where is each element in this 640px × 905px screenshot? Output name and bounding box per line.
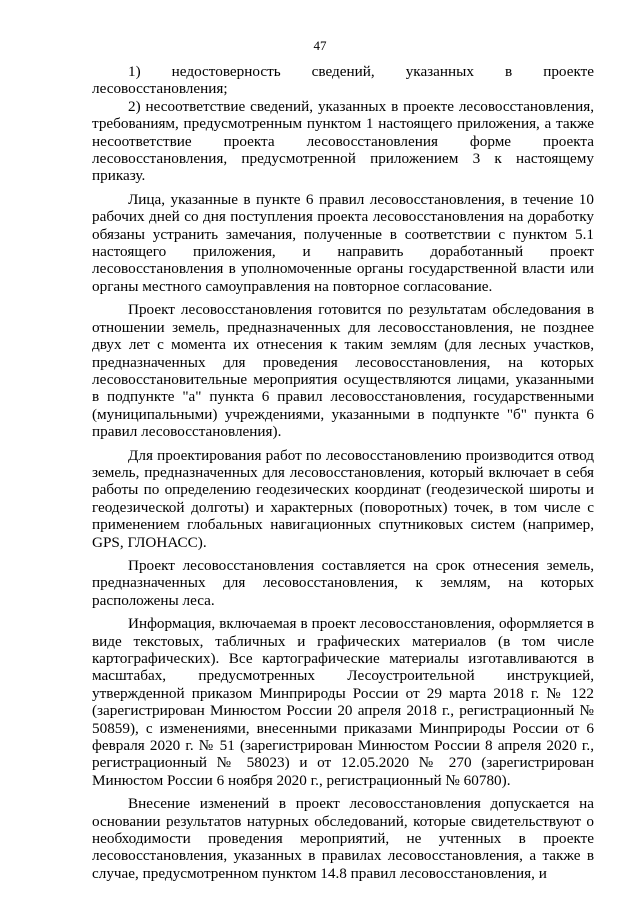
paragraph: Для проектирования работ по лесовосстановлению производится отвод земель, предназначенных для лесовосстановления, который включает в себя работы по определению геодезических координат (геодезической широты и геодезической долготы) и характерных (поворотных) точек, в том числе с применением глобальных навигационных спутниковых систем (например, GPS, ГЛОНАСС). <box>92 446 594 551</box>
paragraph: Проект лесовосстановления составляется на срок отнесения земель, предназначенных для лесовосстановления, к землям, на которых расположены леса. <box>92 556 594 609</box>
document-body <box>92 63 594 882</box>
paragraph: Внесение изменений в проект лесовосстановления допускается на основании результатов натурных обследований, которые свидетельствуют о необходимости проведения мероприятий, не учтенных в проекте лесовосстановления, указанных в правилах лесовосстановления, а также в случае, предусмотренном пунктом 14.8 правил лесовосстановления, и <box>92 795 594 882</box>
paragraph: Проект лесовосстановления готовится по результатам обследования в отношении земель, предназначенных для лесовосстановления, не позднее двух лет с момента их отнесения к таким землям (для лесных участков, предназначенных для проведения лесовосстановления, на которых лесовосстановительные мероприятия осуществляются лицами, указанными в подпункте "а" пункта 6 правил лесовосстановления, государственными (муниципальными) учреждениями, указанными в подпункте "б" пункта 6 правил лесовосстановления). <box>92 301 594 441</box>
paragraph: 2) несоответствие сведений, указанных в проекте лесовосстановления, требованиям, предусмотренным пунктом 1 настоящего приложения, а также несоответствие проекта лесовосстановления форме проекта лесовосстановления, предусмотренной приложением 3 к настоящему приказу. <box>92 97 594 185</box>
paragraph: Информация, включаемая в проект лесовосстановления, оформляется в виде текстовых, табличных и графических материалов (в том числе картографических). Все картографические материалы изготавливаются в масштабах, предусмотренных Лесоустроительной инструкцией, утвержденной приказом Минприроды России от 29 марта 2018 г. № 122 (зарегистрирован Минюстом России 20 апреля 2018 г., регистрационный № 50859), с изменениями, внесенными приказами Минприроды России от 6 февраля 2020 г. № 51 (зарегистрирован Минюстом России 8 апреля 2020 г., регистрационный № 58023) и от 12.05.2020 № 270 (зарегистрирован Минюстом России 6 ноября 2020 г., регистрационный № 60780). <box>92 615 594 789</box>
paragraph: Лица, указанные в пункте 6 правил лесовосстановления, в течение 10 рабочих дней со дня поступления проекта лесовосстановления на доработку обязаны устранить замечания, полученные в соответствии с пунктом 5.1 настоящего приложения, и направить доработанный проект лесовосстановления в уполномоченные органы государственной власти или органы местного самоуправления на повторное согласование. <box>92 190 594 295</box>
paragraph: 1) недостоверность сведений, указанных в проекте лесовосстановления; <box>92 63 594 98</box>
page-number: 47 <box>313 38 327 53</box>
